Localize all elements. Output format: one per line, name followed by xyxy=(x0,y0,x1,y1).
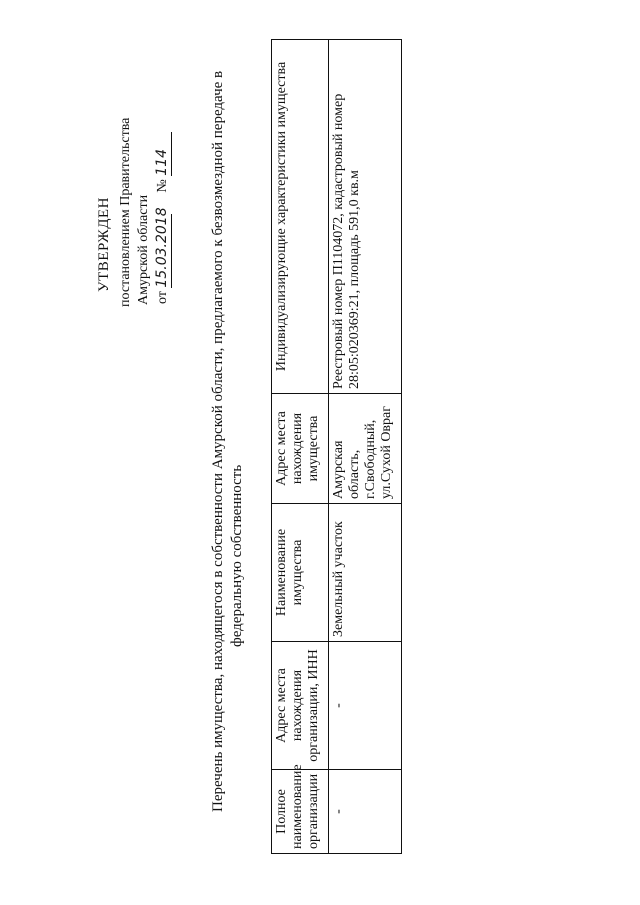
document-title-line2: федеральную собственность xyxy=(229,464,245,647)
document-title-line1: Перечень имущества, находящегося в собственности Амурской области, предлагаемого к безвозмездной передаче в xyxy=(210,70,226,812)
handwritten-number: 114 xyxy=(154,148,170,176)
number-prefix: № xyxy=(155,179,170,193)
header-property-name: Наименование имущества xyxy=(272,504,329,642)
cell-property-address: Амурская область, г.Свободный, ул.Сухой Овраг xyxy=(329,394,402,504)
approval-line-decree: постановлением Правительства xyxy=(118,117,133,307)
approval-date-line xyxy=(154,132,172,304)
approval-line-region: Амурской области xyxy=(136,194,151,305)
cell-property-characteristics: Реестровый номер П1104072, кадастровый номер 28:05:020369:21, площадь 591,0 кв.м xyxy=(329,40,402,394)
date-prefix: от xyxy=(155,291,170,304)
header-org-name: Полное наименование организации xyxy=(272,770,329,854)
property-table xyxy=(271,40,394,854)
approval-heading: УТВЕРЖДЕН xyxy=(96,197,112,292)
table-row xyxy=(329,40,402,854)
handwritten-date: 15.03.2018 xyxy=(154,207,170,288)
cell-org-name: - xyxy=(329,770,402,854)
header-org-address: Адрес места нахождения организации, ИНН xyxy=(272,642,329,770)
cell-org-address: - xyxy=(329,642,402,770)
cell-property-name: Земельный участок xyxy=(329,504,402,642)
table-header-row xyxy=(272,40,329,854)
header-property-address: Адрес места нахождения имущества xyxy=(272,394,329,504)
header-property-characteristics: Индивидуализирующие характеристики имущества xyxy=(272,40,329,394)
